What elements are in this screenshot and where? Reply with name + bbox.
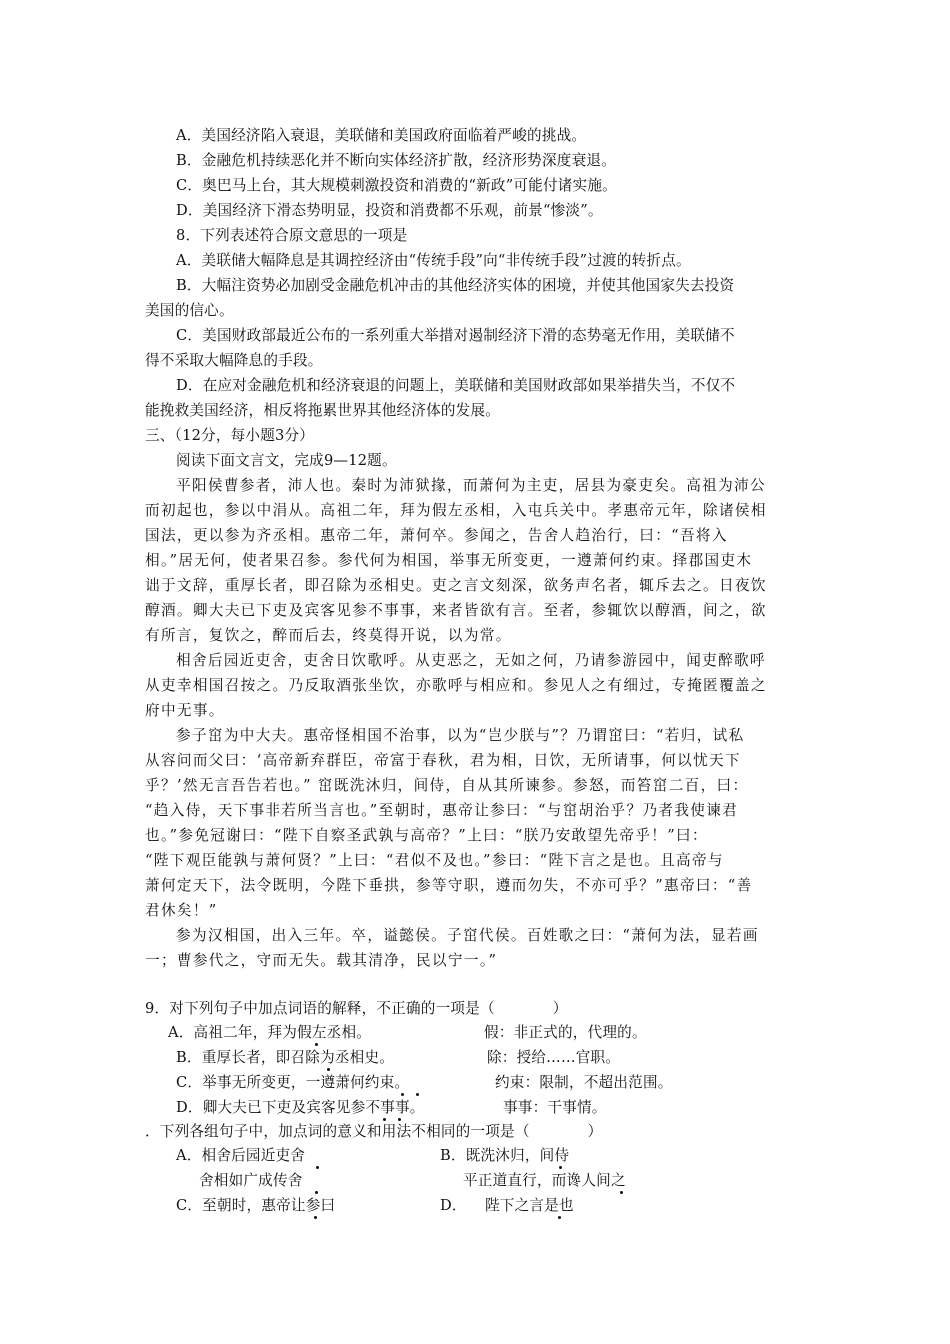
passage-line: 参为汉相国，出入三年。卒，谥懿侯。子窋代侯。百姓歌之曰：“萧何为法，显若画 — [176, 927, 759, 944]
emphasis-dot — [620, 1191, 623, 1194]
q10-stem-close: ） — [587, 1123, 603, 1140]
emphasis-dot — [558, 1216, 561, 1219]
q7-option-a: A．美国经济陷入衰退，美联储和美国政府面临着严峻的挑战。 — [176, 127, 587, 144]
q10-option-a-line1: A．相舍后园近吏舍 — [176, 1147, 306, 1164]
q10-option-b-line2: 平正道直行，而谗人间之 — [463, 1172, 626, 1189]
q7-option-b: B．金融危机持续恶化并不断向实体经济扩散，经济形势深度衰退。 — [176, 152, 616, 169]
emphasis-dot — [559, 1166, 562, 1169]
passage-line: 乎？’然无言吾告若也。” 窋既洗沐归，间侍，自从其所谏参。参怒，而笞窋二百，曰： — [145, 777, 749, 794]
q8-stem: 8．下列表述符合原文意思的一项是 — [176, 227, 408, 244]
passage-line: 府中无事。 — [145, 702, 225, 719]
q9-stem — [145, 999, 568, 1019]
passage-line: 平阳侯曹参者，沛人也。秦时为沛狱掾，而萧何为主吏，居县为豪吏矣。高祖为沛公 — [176, 477, 766, 494]
emphasis-dot — [314, 1216, 317, 1219]
q10-option-d-letter: D． — [440, 1197, 467, 1214]
passage-line: 从容问而父曰：‘高帝新弃群臣，帝富于春秋，君为相，日饮，无所请事，何以忧天下 — [145, 752, 741, 769]
passage-line: 萧何定天下，法令既明，今陛下垂拱，参等守职，遵而勿失，不亦可乎？”惠帝曰：“善 — [145, 877, 753, 894]
q8-line: 得不采取大幅降息的手段。 — [145, 352, 323, 369]
q7-option-d: D．美国经济下滑态势明显，投资和消费都不乐观，前景“惨淡”。 — [176, 202, 603, 219]
q9-gloss-b: 除：授给……官职。 — [487, 1049, 621, 1066]
q10-option-b-line1: B．既洗沐归，间侍 — [440, 1147, 570, 1164]
q9-stem-text: 9．对下列句子中加点词语的解释，不正确的一项是（ — [145, 1000, 495, 1017]
emphasis-dot — [315, 1043, 318, 1046]
q7-option-c: C．奥巴马上台，其大规模刺激投资和消费的“新政”可能付诸实施。 — [176, 177, 617, 194]
passage-line: “趋入侍，天下事非若所当言也。”至朝时，惠帝让参曰：“与窋胡治乎？乃者我使谏君 — [145, 802, 739, 819]
emphasis-dot — [416, 1093, 419, 1096]
q10-option-c-line1: C．至朝时，惠帝让参曰 — [176, 1197, 336, 1214]
q10-stem-text: ．下列各组句子中，加点词的意义和用法不相同的一项是（ — [145, 1123, 530, 1140]
emphasis-dot — [398, 1118, 401, 1121]
passage-line: 君休矣！” — [145, 902, 218, 919]
emphasis-dot — [401, 1093, 404, 1096]
passage-line: 而初起也，参以中涓从。高祖二年，拜为假左丞相，入屯兵关中。孝惠帝元年，除诸侯相 — [145, 502, 767, 519]
passage-line: 相。”居无何，使者果召参。参代何为相国，举事无所变更，一遵萧何约束。择郡国吏木 — [145, 552, 753, 569]
passage-line: 醇酒。卿大夫已下吏及宾客见参不事事，来者皆欲有言。至者，参辄饮以醇酒，间之，欲 — [145, 602, 767, 619]
section-instruction: 阅读下面文言文，完成9—12题。 — [176, 452, 397, 469]
passage-line: 相舍后园近吏舍，吏舍日饮歌呼。从吏恶之，无如之何，乃请参游园中，闻吏醉歌呼 — [176, 652, 766, 669]
q10-option-a-line2: 舍相如广成传舍 — [199, 1172, 303, 1189]
q9-gloss-d: 事事：干事情。 — [503, 1099, 607, 1116]
q9-gloss-c: 约束：限制，不超出范围。 — [495, 1074, 673, 1091]
emphasis-dot — [316, 1166, 319, 1169]
q9-option-d: D．卿大夫已下吏及宾客见参不事事。 — [176, 1099, 425, 1116]
emphasis-dot — [383, 1118, 386, 1121]
q10-stem — [145, 1122, 602, 1142]
q9-option-c: C．举事无所变更，一遵萧何约束。 — [176, 1074, 410, 1091]
passage-line: 参子窋为中大夫。惠帝怪相国不治事，以为“岂少朕与”？乃谓窋曰：“若归，试私 — [176, 727, 745, 744]
q10-option-d-line1: 陛下之言是也 — [485, 1197, 574, 1214]
passage-line: 有所言，复饮之，醉而后去，终莫得开说，以为常。 — [145, 627, 512, 644]
q8-line: 美国的信心。 — [145, 302, 234, 319]
q8-line: B．大幅注资势必加剧受金融危机冲击的其他经济实体的困境，并使其他国家失去投资 — [176, 277, 735, 294]
q8-line: D．在应对金融危机和经济衰退的问题上，美联储和美国财政部如果举措失当，不仅不 — [176, 377, 736, 394]
q9-option-b: B．重厚长者，即召除为丞相史。 — [176, 1049, 395, 1066]
passage-line: 国法，更以参为齐丞相。惠帝二年，萧何卒。参闻之，告舍人趋治行，曰：“吾将入 — [145, 527, 728, 544]
passage-line: 从吏幸相国召按之。乃反取酒张坐饮，亦歌呼与相应和。参见人之有细过，专掩匿覆盖之 — [145, 677, 767, 694]
q8-line: 能挽救美国经济，相反将拖累世界其他经济体的发展。 — [145, 402, 501, 419]
q8-line: C．美国财政部最近公布的一系列重大举措对遏制经济下滑的态势毫无作用，美联储不 — [176, 327, 735, 344]
emphasis-dot — [315, 1191, 318, 1194]
section-heading: 三、（12分，每小题3分） — [145, 427, 315, 444]
q8-line: A．美联储大幅降息是其调控经济由“传统手段”向“非传统手段”过渡的转折点。 — [176, 252, 691, 269]
passage-line: “陛下观臣能孰与萧何贤？”上曰：“君似不及也。”参曰：“陛下言之是也。且高帝与 — [145, 852, 724, 869]
passage-line: 也。”参免冠谢曰：“陛下自察圣武孰与高帝？”上曰：“朕乃安敢望先帝乎！”曰： — [145, 827, 708, 844]
q9-option-a: A．高祖二年，拜为假左丞相。 — [168, 1024, 372, 1041]
passage-line: 一；曹参代之，守而无失。载其清净，民以宁一。” — [145, 952, 498, 969]
passage-line: 诎于文辞，重厚长者，即召除为丞相史。吏之言文刻深，欲务声名者，辄斥去之。日夜饮 — [145, 577, 767, 594]
q9-stem-close: ） — [552, 1000, 568, 1017]
q9-gloss-a: 假：非正式的，代理的。 — [484, 1024, 647, 1041]
emphasis-dot — [327, 1068, 330, 1071]
